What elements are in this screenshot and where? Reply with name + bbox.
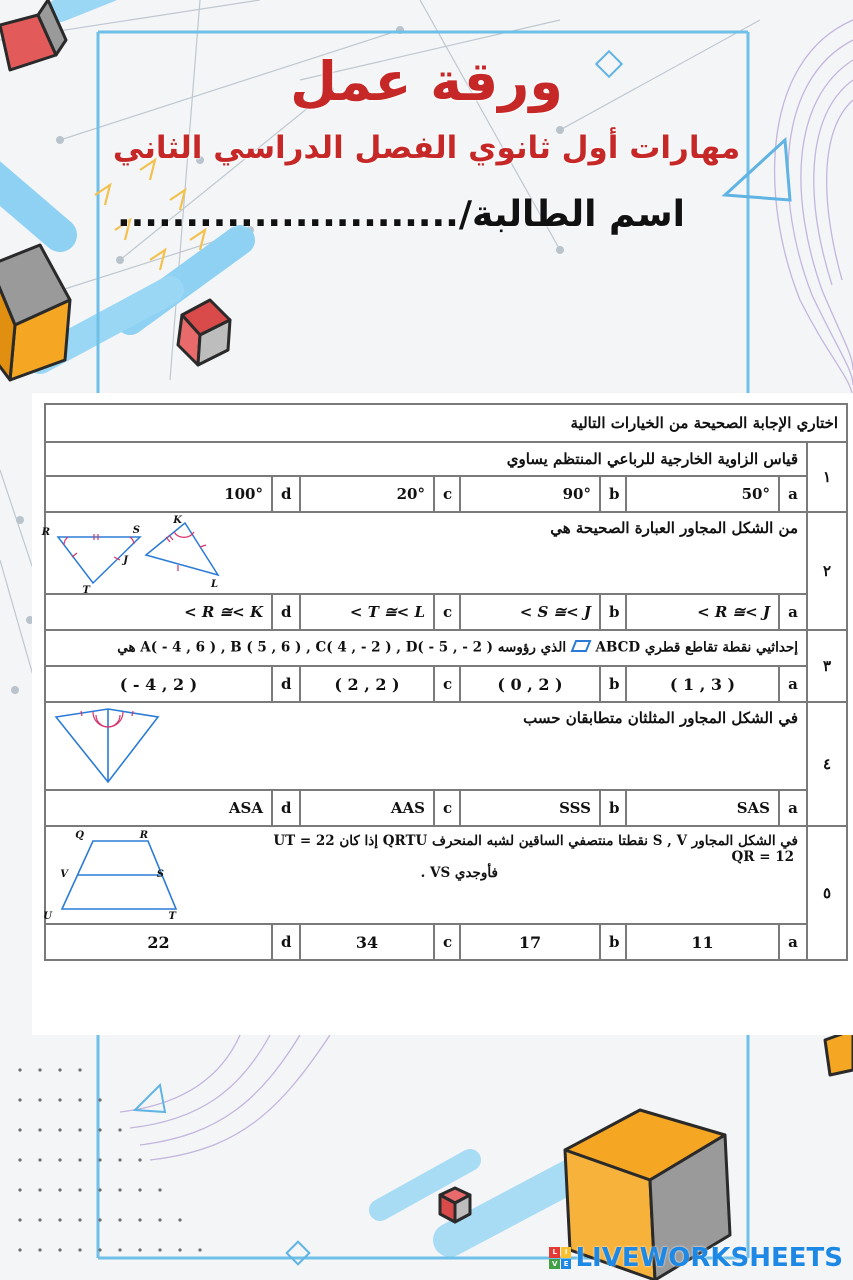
q2-option-c-value[interactable]: < T ≅< L <box>300 594 434 630</box>
questions-table <box>41 403 848 961</box>
question-3-text <box>45 630 807 666</box>
q4-option-b-value[interactable]: SSS <box>460 790 600 826</box>
question-5-number: ٥ <box>807 826 847 960</box>
logo-letter-i: I <box>561 1247 572 1258</box>
q2-option-c-label: c <box>434 594 460 630</box>
q2-option-d-label: d <box>272 594 300 630</box>
q3-option-c-label: c <box>434 666 460 702</box>
fig5-label-q: Q <box>75 830 84 841</box>
question-2-number: ٢ <box>807 512 847 630</box>
q1-option-c-label: c <box>434 476 460 512</box>
q3-option-a-label: a <box>779 666 807 702</box>
q4-option-a-label: a <box>779 790 807 826</box>
liveworksheets-logo-icon <box>549 1247 571 1269</box>
q4-option-b-label: b <box>600 790 626 826</box>
triangles-figure <box>41 515 238 596</box>
logo-letter-v: V <box>549 1259 560 1270</box>
fig5-label-s: S <box>156 869 164 880</box>
q5-option-b-label: b <box>600 924 626 960</box>
fig5-label-u: U <box>43 911 52 922</box>
student-name-line[interactable] <box>117 194 685 235</box>
q1-option-a-value[interactable]: 50° <box>626 476 779 512</box>
question-3-number: ٣ <box>807 630 847 702</box>
q5-option-d-label: d <box>272 924 300 960</box>
q4-option-d-label: d <box>272 790 300 826</box>
question-2-cell <box>41 512 807 596</box>
q5-option-a-label: a <box>779 924 807 960</box>
q3-option-d-value[interactable]: ( - 4 , 2 ) <box>45 666 272 702</box>
q2-option-a-label: a <box>779 594 807 630</box>
q3-text-part1: إحداثيي نقطة تقاطع قطري <box>644 639 798 656</box>
q2-option-b-value[interactable]: < S ≅< J <box>460 594 600 630</box>
question-4-cell <box>45 702 807 790</box>
fig5-label-v: V <box>60 869 68 880</box>
q5-option-d-value[interactable]: 22 <box>45 924 272 960</box>
question-4-text: في الشكل المجاور المثلثان متطابقان حسب <box>523 709 798 727</box>
q2-option-b-label: b <box>600 594 626 630</box>
q4-option-d-value[interactable]: ASA <box>45 790 272 826</box>
q1-option-c-value[interactable]: 20° <box>300 476 434 512</box>
trapezoid-figure <box>43 829 198 922</box>
fig2-label-s: S <box>132 525 140 536</box>
question-5-cell <box>45 826 807 924</box>
fig2-label-r: R <box>41 527 50 538</box>
q2-option-a-value[interactable]: < R ≅< J <box>626 594 779 630</box>
q3-option-b-value[interactable]: ( 0 , 2 ) <box>460 666 600 702</box>
q3-shape-name: ABCD <box>595 639 641 656</box>
q5-line3: فأوجدي VS . <box>420 865 498 881</box>
worksheet-subtitle: مهارات أول ثانوي الفصل الدراسي الثاني <box>112 130 741 166</box>
q1-option-a-label: a <box>779 476 807 512</box>
parallelogram-icon <box>571 639 591 657</box>
instructions-cell: اختاري الإجابة الصحيحة من الخيارات التالية <box>45 404 847 442</box>
q5-line2: QR = 12 <box>731 849 794 865</box>
question-4-number: ٤ <box>807 702 847 826</box>
q3-option-d-label: d <box>272 666 300 702</box>
q5-line1: في الشكل المجاور S , V نقطتا منتصفي الساقين لشبه المنحرف QRTU إذا كان UT = 22 <box>273 833 798 849</box>
logo-letter-l: L <box>549 1247 560 1258</box>
liveworksheets-brand[interactable] <box>549 1244 843 1272</box>
q3-option-c-value[interactable]: ( 2 , 2 ) <box>300 666 434 702</box>
fig5-label-r: R <box>139 830 148 841</box>
q4-option-a-value[interactable]: SAS <box>626 790 779 826</box>
q5-option-b-value[interactable]: 17 <box>460 924 600 960</box>
q1-option-b-value[interactable]: 90° <box>460 476 600 512</box>
q2-option-d-value[interactable]: < R ≅< K <box>45 594 272 630</box>
student-name-dots: ......................... <box>116 194 459 235</box>
fig2-label-k: K <box>173 515 182 526</box>
fig5-label-t: T <box>168 911 176 922</box>
question-1-number: ١ <box>807 442 847 512</box>
q1-option-d-label: d <box>272 476 300 512</box>
kite-figure <box>48 707 168 787</box>
q1-option-b-label: b <box>600 476 626 512</box>
fig2-label-t: T <box>82 585 90 596</box>
q5-option-c-value[interactable]: 34 <box>300 924 434 960</box>
question-2-text: من الشكل المجاور العبارة الصحيحة هي <box>550 519 798 537</box>
logo-letter-e: E <box>561 1259 572 1270</box>
q5-option-c-label: c <box>434 924 460 960</box>
q3-option-b-label: b <box>600 666 626 702</box>
student-name-label: اسم الطالبة/ <box>458 194 685 235</box>
q3-text-part3: هي <box>117 639 136 656</box>
liveworksheets-text: LIVEWORKSHEETS <box>575 1243 843 1273</box>
q4-option-c-value[interactable]: AAS <box>300 790 434 826</box>
fig2-label-l: L <box>210 579 218 590</box>
q4-option-c-label: c <box>434 790 460 826</box>
q3-option-a-value[interactable]: ( 1 , 3 ) <box>626 666 779 702</box>
q3-text-part2: الذي رؤوسه <box>497 639 567 656</box>
worksheet-title: ورقة عمل <box>290 50 563 113</box>
q5-option-a-value[interactable]: 11 <box>626 924 779 960</box>
q1-option-d-value[interactable]: 100° <box>45 476 272 512</box>
question-1-text: قياس الزاوية الخارجية للرباعي المنتظم يساوي <box>45 442 807 476</box>
fig2-label-j: J <box>123 555 128 566</box>
q3-vertices: A( - 4 , 6 ) , B ( 5 , 6 ) , C( 4 , - 2 ) , D( - 5 , - 2 ) <box>140 639 494 656</box>
